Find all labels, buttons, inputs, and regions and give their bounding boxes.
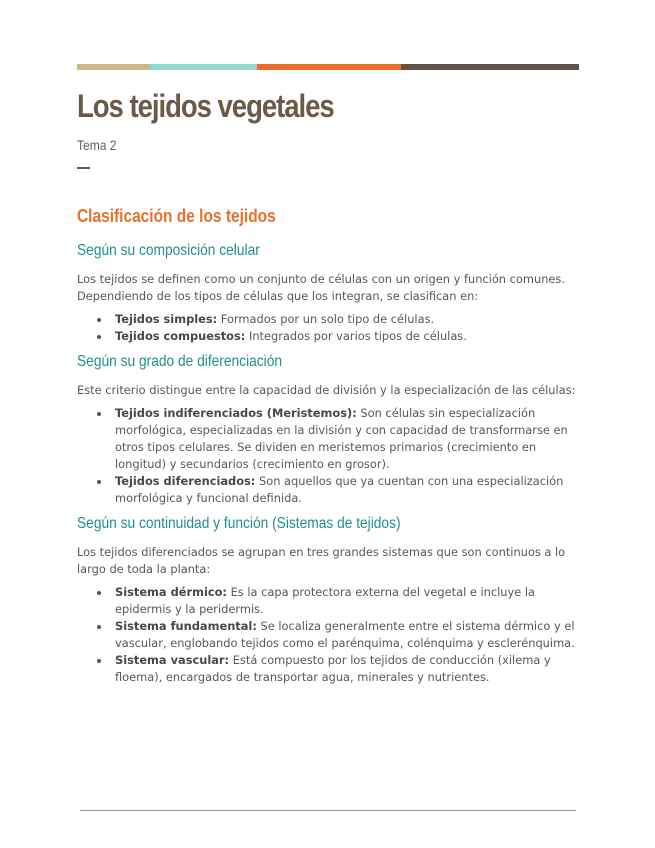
footer-divider — [80, 810, 576, 811]
list-item-text: Son células sin especialización morfológica, especializadas en la división y con capacidad de transformarse en otros tipos celulares. Se dividen en meristemos primarios (crecimiento en longitud) y secundarios (crecimiento en grosor). — [115, 406, 568, 471]
list-item-term: Tejidos indiferenciados (Meristemos): — [115, 406, 357, 420]
list-item-text: Formados por un solo tipo de células. — [217, 312, 435, 326]
list-item — [77, 405, 579, 473]
bullet-list — [77, 311, 579, 345]
header-color-bar — [77, 64, 579, 70]
paragraph: Los tejidos diferenciados se agrupan en tres grandes sistemas que son continuos a lo largo de toda la planta: — [77, 545, 566, 576]
list-item — [77, 473, 579, 507]
bullet-icon — [97, 659, 101, 663]
list-item-text: Es la capa protectora externa del vegetal e incluye la epidermis y la peridermis. — [115, 585, 536, 616]
color-bar-segment — [150, 64, 257, 70]
list-item-term: Tejidos diferenciados: — [115, 474, 256, 488]
list-item-term: Tejidos compuestos: — [115, 329, 246, 343]
bullet-icon — [97, 318, 101, 322]
color-bar-segment — [77, 64, 150, 70]
list-item — [77, 328, 579, 345]
section-heading: Clasificación de los tejidos — [77, 206, 276, 226]
list-item-term: Tejidos simples: — [115, 312, 218, 326]
list-item-term: Sistema vascular: — [115, 653, 230, 667]
color-bar-segment — [257, 64, 401, 70]
title-divider — [77, 167, 90, 169]
list-item — [77, 652, 579, 686]
list-item-text: Se localiza generalmente entre el sistema dérmico y el vascular, englobando tejidos como el parénquima, colénquima y esclerénquima. — [115, 619, 575, 650]
list-item — [77, 618, 579, 652]
bullet-icon — [97, 625, 101, 629]
bullet-icon — [97, 591, 101, 595]
bullet-icon — [97, 412, 101, 416]
list-item-text: Integrados por varios tipos de células. — [245, 329, 467, 343]
list-item-text: Está compuesto por los tejidos de conducción (xilema y floema), encargados de transportar agua, minerales y nutrientes. — [115, 653, 551, 684]
bullet-icon — [97, 480, 101, 484]
document-subtitle: Tema 2 — [77, 137, 117, 153]
subsection-heading: Según su continuidad y función (Sistemas de tejidos) — [77, 515, 401, 532]
list-item-term: Sistema dérmico: — [115, 585, 227, 599]
subsection-heading: Según su grado de diferenciación — [77, 353, 283, 370]
bullet-list — [77, 405, 579, 507]
list-item-term: Sistema fundamental: — [115, 619, 257, 633]
paragraph: Los tejidos se definen como un conjunto de células con un origen y función comunes. Dependiendo de los tipos de células que los integran, se clasifican en: — [77, 272, 565, 303]
document-page — [77, 64, 579, 686]
color-bar-segment — [401, 64, 579, 70]
list-item — [77, 311, 579, 328]
document-title: Los tejidos vegetales — [77, 88, 334, 124]
paragraph: Este criterio distingue entre la capacidad de división y la especialización de las células: — [77, 383, 576, 397]
list-item — [77, 584, 579, 618]
bullet-list — [77, 584, 579, 686]
bullet-icon — [97, 335, 101, 339]
list-item-text: Son aquellos que ya cuentan con una especialización morfológica y funcional definida. — [115, 474, 564, 505]
subsection-heading: Según su composición celular — [77, 242, 260, 259]
